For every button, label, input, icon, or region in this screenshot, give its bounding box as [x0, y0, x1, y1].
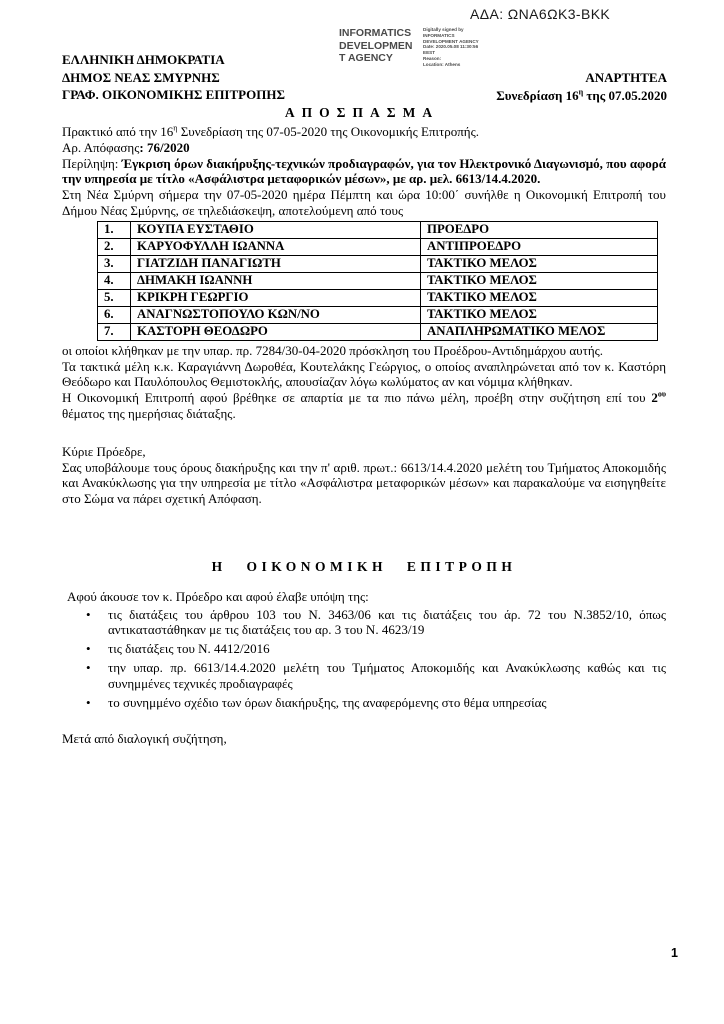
- member-role: ΠΡΟΕΔΡΟ: [421, 221, 658, 238]
- quorum-text: Η Οικονομική Επιτροπή αφού βρέθηκε σε απαρτία με τα πιο πάνω μέλη, προέβη στην συζήτηση επί του: [62, 390, 652, 406]
- member-number: 6.: [98, 306, 131, 323]
- quorum-number: 2: [651, 390, 658, 406]
- stamp-detail-line: Date: 2020.05.08 11:30:56: [423, 44, 479, 50]
- table-row: [98, 323, 658, 340]
- decision-value: : 76/2020: [139, 139, 190, 155]
- spacer: [62, 713, 666, 731]
- member-role: ΤΑΚΤΙΚΟ ΜΕΛΟΣ: [421, 306, 658, 323]
- document-body: [62, 124, 666, 747]
- quorum-topic-number: [651, 390, 666, 405]
- posted-label: ΑΝΑΡΤΗΤΕΑ: [585, 70, 667, 85]
- list-item: [62, 641, 666, 657]
- bullet-icon: •: [86, 606, 91, 622]
- list-item: [62, 607, 666, 639]
- stamp-agency-line: INFORMATICS: [339, 27, 412, 39]
- member-role: ΤΑΚΤΙΚΟ ΜΕΛΟΣ: [421, 272, 658, 289]
- consideration-text: το συνημμένο σχέδιο των όρων διακήρυξης, της αναφερόμενης στο θέμα υπηρεσίας: [108, 694, 547, 710]
- member-number: 5.: [98, 289, 131, 306]
- paragraph-meeting-intro: Στη Νέα Σμύρνη σήμερα την 07-05-2020 ημέρα Πέμπτη και ώρα 10:00΄ συνήλθε η Οικονομική Επιτροπή του Δήμου Νέας Σμύρνης, σε τηλεδιάσκεψη, αποτελούμενη από τους: [62, 187, 666, 218]
- committee-heading: Η ΟΙΚΟΝΟΜΙΚΗ ΕΠΙΤΡΟΠΗ: [211, 558, 517, 574]
- paragraph-absent-members: Τα τακτικά μέλη κ.κ. Καραγιάννη Δωροθέα, Κουτελάκης Γεώργιος, ο οποίος αναπληρώνεται από τον κ. Καστόρη Θεόδωρο και Παυλόπουλος Θεμιστοκλής, απουσίαζαν λόγω κωλύματος αν και νόμιμα κλήθηκαν.: [62, 358, 666, 390]
- member-number: 1.: [98, 221, 131, 238]
- stamp-detail-line: Digitally signed by: [423, 27, 464, 32]
- header-right: [496, 69, 667, 104]
- bullet-icon: •: [86, 641, 91, 657]
- paragraph-salutation: Κύριε Πρόεδρε,: [62, 443, 146, 459]
- considerations-list: [62, 607, 666, 711]
- member-name: ΑΝΑΓΝΩΣΤΟΠΟΥΛΟ ΚΩΝ/ΝΟ: [131, 306, 421, 323]
- table-row: [98, 272, 658, 289]
- member-name: ΚΑΣΤΟΡΗ ΘΕΟΔΩΡΟ: [131, 323, 421, 340]
- paragraph-decision-number: [62, 140, 666, 156]
- summary-label: Περίληψη:: [62, 155, 122, 171]
- consideration-text: τις διατάξεις του Ν. 4412/2016: [108, 641, 270, 657]
- minutes-text-cont: Συνεδρίαση της 07-05-2020 της Οικονομικής Επιτροπής.: [177, 124, 479, 139]
- paragraph-summary: [62, 156, 666, 188]
- member-role: ΑΝΤΙΠΡΟΕΔΡΟ: [421, 238, 658, 255]
- stamp-agency-line: T AGENCY: [339, 52, 393, 64]
- document-title: ΑΠΟΣΠΑΣΜΑ: [284, 105, 440, 120]
- stamp-agency-name: [339, 27, 419, 68]
- stamp-detail-line: Location: Athens: [423, 61, 461, 67]
- list-item: [62, 660, 666, 692]
- session-line: [496, 87, 667, 105]
- table-row: [98, 221, 658, 238]
- bullet-icon: •: [86, 694, 91, 710]
- table-row: [98, 289, 658, 306]
- member-role: ΤΑΚΤΙΚΟ ΜΕΛΟΣ: [421, 289, 658, 306]
- ada-code: ΑΔΑ: ΩΝΑ6ΩΚ3-ΒΚΚ: [470, 6, 611, 22]
- paragraph-after-discussion: Μετά από διαλογική συζήτηση,: [62, 731, 227, 747]
- summary-text: Έγκριση όρων διακήρυξης-τεχνικών προδιαγραφών, για τον Ηλεκτρονικό Διαγωνισμό, που αφορά την υπηρεσία με τίτλο «Ασφάλιστρα μεταφορικών μέσων», με αρ. μελ. 6613/14.4.2020.: [62, 155, 666, 187]
- paragraph-having-heard: Αφού άκουσε τον κ. Πρόεδρο και αφού έλαβε υπόψη της:: [67, 588, 369, 604]
- stamp-agency-line: DEVELOPMEN: [339, 39, 413, 52]
- consideration-text: την υπαρ. πρ. 6613/14.4.2020 μελέτη του Τμήματος Αποκομιδής και Ανακύκλωσης καθώς και τις συνημμένες τεχνικές προδιαγραφές: [108, 659, 666, 691]
- paragraph-invitation: οι οποίοι κλήθηκαν με την υπαρ. πρ. 7284/30-04-2020 πρόσκληση του Προέδρου-Αντιδημάρχου αυτής.: [62, 342, 604, 358]
- consideration-text: τις διατάξεις του άρθρου 103 του Ν. 3463/06 και τις διατάξεις του άρ. 72 του Ν.3852/10, όπως αντικαταστάθηκαν με τις διατάξεις του αρ. 3 του Ν. 4623/19: [108, 606, 666, 638]
- member-name: ΚΟΥΠΑ ΕΥΣΤΑΘΙΟ: [131, 221, 421, 238]
- member-number: 3.: [98, 255, 131, 272]
- letterhead-republic: ΕΛΛΗΝΙΚΗ ΔΗΜΟΚΡΑΤΙΑ: [62, 52, 225, 67]
- stamp-detail-line: DEVELOPMENT AGENCY: [423, 38, 479, 44]
- digital-signature-stamp: [339, 27, 487, 68]
- table-row: [98, 238, 658, 255]
- member-name: ΚΑΡΥΟΦΥΛΛΗ ΙΩΑΝΝΑ: [131, 238, 421, 255]
- member-number: 4.: [98, 272, 131, 289]
- session-suffix: της 07.05.2020: [583, 87, 667, 103]
- stamp-signature-details: [423, 27, 487, 68]
- member-number: 2.: [98, 238, 131, 255]
- quorum-text-cont: θέματος της ημερήσιας διάταξης.: [62, 405, 236, 421]
- spacer: [62, 422, 666, 444]
- quorum-ordinal-superscript: ου: [657, 389, 666, 399]
- page-number: 1: [671, 946, 678, 960]
- stamp-detail-line: EEST: [423, 50, 435, 56]
- letterhead: [62, 51, 285, 104]
- decision-label: Αρ. Απόφασης: [62, 139, 140, 155]
- member-name: ΓΙΑΤΖΙΔΗ ΠΑΝΑΓΙΩΤΗ: [131, 255, 421, 272]
- paragraph-minutes-ref: [62, 124, 666, 140]
- table-row: [98, 255, 658, 272]
- letterhead-office: ΓΡΑΦ. ΟΙΚΟΝΟΜΙΚΗΣ ΕΠΙΤΡΟΠΗΣ: [62, 87, 285, 102]
- stamp-detail-line: Reason:: [423, 55, 442, 61]
- minutes-text: Πρακτικό από την 16: [62, 124, 174, 139]
- minutes-ordinal-superscript: η: [173, 123, 178, 133]
- member-role: ΤΑΚΤΙΚΟ ΜΕΛΟΣ: [421, 255, 658, 272]
- spacer: [62, 575, 666, 589]
- paragraph-submission: Σας υποβάλουμε τους όρους διακήρυξης και την π' αριθ. πρωτ.: 6613/14.4.2020 μελέτη του Τμήματος Αποκομιδής και Ανακύκλωσης για την υπηρεσία με τίτλο «Ασφάλιστρα μεταφορικών μέσων» και παρακαλούμε να εισηγηθείτε στο Σώμα να πάρει σχετική Απόφαση.: [62, 459, 666, 507]
- committee-members-table: [97, 221, 658, 341]
- table-row: [98, 306, 658, 323]
- session-prefix: Συνεδρίαση 16: [496, 87, 579, 103]
- member-name: ΚΡΙΚΡΗ ΓΕΩΡΓΙΟ: [131, 289, 421, 306]
- spacer: [62, 507, 666, 559]
- session-ordinal-superscript: η: [578, 87, 584, 97]
- paragraph-quorum: [62, 390, 666, 422]
- stamp-detail-line: INFORMATICS: [423, 32, 455, 38]
- member-name: ΔΗΜΑΚΗ ΙΩΑΝΝΗ: [131, 272, 421, 289]
- bullet-icon: •: [86, 659, 91, 675]
- member-number: 7.: [98, 323, 131, 340]
- list-item: [62, 695, 666, 711]
- member-role: ΑΝΑΠΛΗΡΩΜΑΤΙΚΟ ΜΕΛΟΣ: [421, 323, 658, 340]
- letterhead-municipality: ΔΗΜΟΣ ΝΕΑΣ ΣΜΥΡΝΗΣ: [62, 69, 220, 85]
